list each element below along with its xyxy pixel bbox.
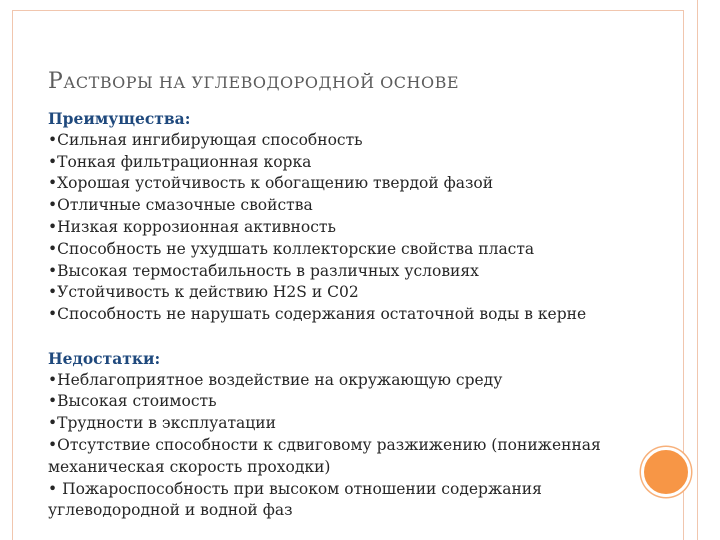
disadvantage-item: •Трудности в эксплуатации — [48, 414, 276, 433]
section-gap — [48, 326, 648, 348]
advantage-item: •Сильная ингибирующая способность — [48, 130, 363, 149]
advantage-item: •Хорошая устойчивость к обогащению твердой фазой — [48, 174, 494, 193]
page-title — [48, 58, 459, 96]
slide-right-border — [697, 0, 698, 540]
advantage-item: •Отличные смазочные свойства — [48, 196, 313, 215]
advantage-item: •Устойчивость к действию H2S и C02 — [48, 283, 359, 302]
disadvantage-item: •Отсутствие способности к сдвиговому разжижению (пониженная механическая скорость проходки) — [48, 435, 601, 476]
advantage-item: •Способность не нарушать содержания остаточной воды в керне — [48, 305, 587, 324]
slide-content — [48, 108, 648, 522]
advantage-item: •Тонкая фильтрационная корка — [48, 152, 312, 171]
disadvantages-heading: Недостатки: — [48, 348, 161, 368]
advantage-item: •Высокая термостабильность в различных условиях — [48, 261, 479, 280]
orange-circle-decoration — [641, 447, 691, 497]
advantage-item: •Способность не ухудшать коллекторские свойства пласта — [48, 239, 535, 258]
advantages-heading: Преимущества: — [48, 109, 191, 128]
disadvantage-item: •Высокая стоимость — [48, 392, 217, 411]
title-rest: АСТВОРЫ НА УГЛЕВОДОРОДНОЙ ОСНОВЕ — [63, 73, 460, 92]
disadvantage-item: • Пожароспособность при высоком отношении содержания углеводородной и водной фаз — [48, 479, 542, 520]
title-first-letter: Р — [48, 69, 64, 94]
advantage-item: •Низкая коррозионная активность — [48, 217, 336, 236]
disadvantage-item: •Неблагоприятное воздействие на окружающую среду — [48, 370, 503, 389]
